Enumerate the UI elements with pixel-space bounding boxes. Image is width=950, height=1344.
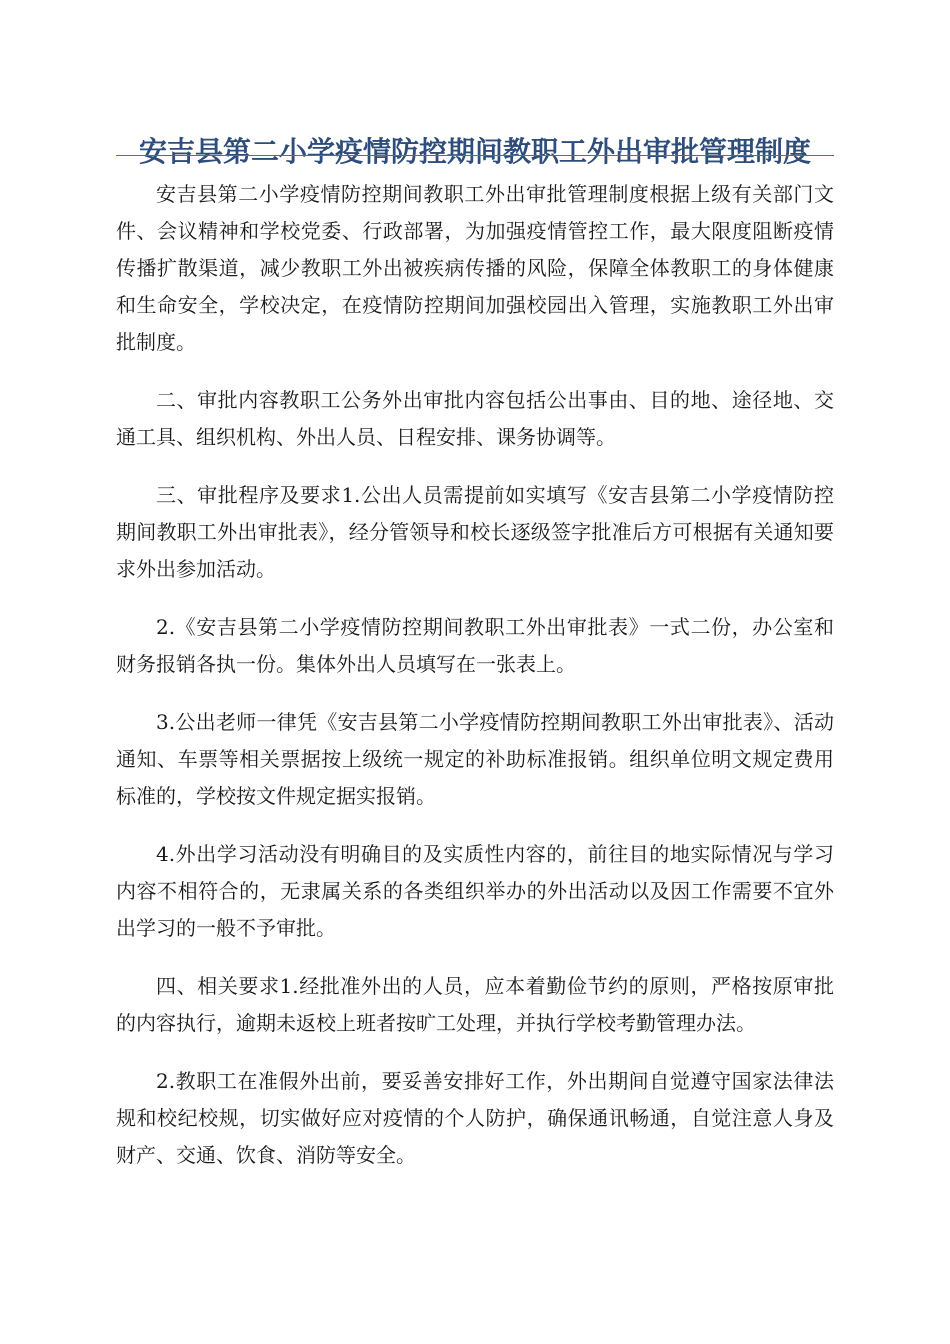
- document-body: [116, 176, 834, 1195]
- title-underline: [116, 155, 834, 156]
- paragraph-approval-procedure-1: 三、审批程序及要求1.公出人员需提前如实填写《安吉县第二小学疫情防控期间教职工外出审批表》，经分管领导和校长逐级签字批准后方可根据有关通知要求外出参加活动。: [116, 483, 834, 581]
- paragraph-intro: 安吉县第二小学疫情防控期间教职工外出审批管理制度根据上级有关部门文件、会议精神和学校党委、行政部署，为加强疫情管控工作，最大限度阻断疫情传播扩散渠道，减少教职工外出被疾病传播的风险，保障全体教职工的身体健康和生命安全，学校决定，在疫情防控期间加强校园出入管理，实施教职工外出审批制度。: [116, 182, 834, 354]
- paragraph-approval-procedure-2: 2.《安吉县第二小学疫情防控期间教职工外出审批表》一式二份，办公室和财务报销各执一份。集体外出人员填写在一张表上。: [116, 615, 834, 676]
- paragraph-approval-content: 二、审批内容教职工公务外出审批内容包括公出事由、目的地、途径地、交通工具、组织机构、外出人员、日程安排、课务协调等。: [116, 388, 834, 449]
- paragraph-approval-procedure-4: 4.外出学习活动没有明确目的及实质性内容的，前往目的地实际情况与学习内容不相符合的，无隶属关系的各类组织举办的外出活动以及因工作需要不宜外出学习的一般不予审批。: [116, 842, 834, 940]
- paragraph-requirements-1: 四、相关要求1.经批准外出的人员，应本着勤俭节约的原则，严格按原审批的内容执行，逾期未返校上班者按旷工处理，并执行学校考勤管理办法。: [116, 974, 834, 1035]
- paragraph-approval-procedure-3: 3.公出老师一律凭《安吉县第二小学疫情防控期间教职工外出审批表》、活动通知、车票等相关票据按上级统一规定的补助标准报销。组织单位明文规定费用标准的，学校按文件规定据实报销。: [116, 710, 834, 808]
- paragraph-requirements-2: 2.教职工在准假外出前，要妥善安排好工作，外出期间自觉遵守国家法律法规和校纪校规，切实做好应对疫情的个人防护，确保通讯畅通，自觉注意人身及财产、交通、饮食、消防等安全。: [116, 1069, 834, 1167]
- document-title: 安吉县第二小学疫情防控期间教职工外出审批管理制度: [138, 134, 811, 168]
